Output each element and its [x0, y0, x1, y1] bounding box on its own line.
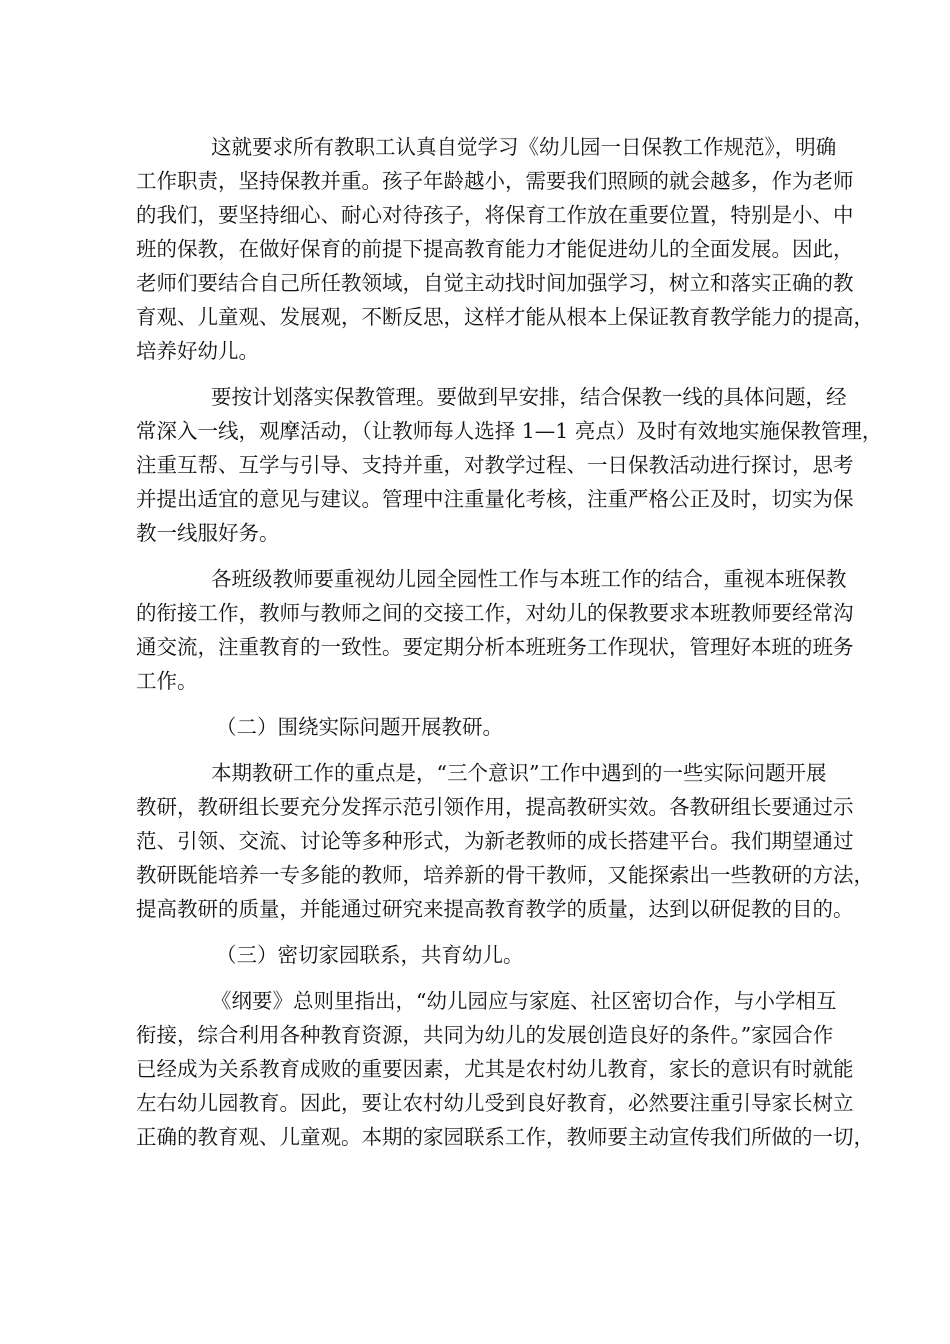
text-line: 要按计划落实保教管理。要做到早安排，结合保教一线的具体问题，经 — [211, 385, 847, 409]
text-line: 教研，教研组长要充分发挥示范引领作用，提高教研实效。各教研组长要通过示 — [136, 795, 854, 819]
text-line: 衔接，综合利用各种教育资源，共同为幼儿的发展创造良好的条件。”家园合作 — [136, 1023, 834, 1047]
text-line: 老师们要结合自己所任教领域，自觉主动找时间加强学习，树立和落实正确的教 — [136, 271, 854, 295]
text-line: 教一线服好务。 — [136, 521, 280, 545]
paragraph-1 — [136, 130, 874, 368]
text-line: 范、引领、交流、讨论等多种形式，为新老教师的成长搭建平台。我们期望通过 — [136, 829, 854, 853]
text-line: 提高教研的质量，并能通过研究来提高教育教学的质量，达到以研促教的目的。 — [136, 897, 854, 921]
text-line: 的衔接工作，教师与教师之间的交接工作，对幼儿的保教要求本班教师要经常沟 — [136, 601, 854, 625]
text-line: 通交流，注重教育的一致性。要定期分析本班班务工作现状，管理好本班的班务 — [136, 635, 854, 659]
document-body — [136, 130, 883, 1166]
text-line: 已经成为关系教育成败的重要因素，尤其是农村幼儿教育，家长的意识有时就能 — [136, 1057, 854, 1081]
text-line: 培养好幼儿。 — [136, 339, 259, 363]
text-line: 工作。 — [136, 669, 198, 693]
text-line: 育观、儿童观、发展观，不断反思，这样才能从根本上保证教育教学能力的提高， — [136, 305, 874, 329]
section-heading: （三）密切家园联系，共育幼儿。 — [216, 943, 524, 967]
text-line: 《纲要》总则里指出，“幼儿园应与家庭、社区密切合作，与小学相互 — [211, 989, 837, 1013]
section-heading-3 — [136, 938, 820, 972]
text-line: 的我们，要坚持细心、耐心对待孩子，将保育工作放在重要位置，特别是小、中 — [136, 203, 854, 227]
text-line: 这就要求所有教职工认真自觉学习《幼儿园一日保教工作规范》，明确 — [211, 135, 837, 159]
text-line: 工作职责，坚持保教并重。孩子年龄越小，需要我们照顾的就会越多，作为老师 — [136, 169, 854, 193]
paragraph-3 — [136, 562, 854, 698]
text-line: 班的保教，在做好保育的前提下提高教育能力才能促进幼儿的全面发展。因此， — [136, 237, 854, 261]
text-line: 正确的教育观、儿童观。本期的家园联系工作，教师要主动宣传我们所做的一切， — [136, 1125, 874, 1149]
text-line: 常深入一线，观摩活动，（让教师每人选择 1—1 亮点）及时有效地实施保教管理， — [136, 419, 883, 443]
text-line: 各班级教师要重视幼儿园全园性工作与本班工作的结合，重视本班保教 — [211, 567, 847, 591]
paragraph-2 — [136, 380, 883, 550]
paragraph-4 — [136, 756, 874, 926]
paragraph-5 — [136, 984, 874, 1154]
section-heading-2 — [136, 710, 820, 744]
text-line: 本期教研工作的重点是，“三个意识”工作中遇到的一些实际问题开展 — [211, 761, 827, 785]
text-line: 并提出适宜的意见与建议。管理中注重量化考核，注重严格公正及时，切实为保 — [136, 487, 854, 511]
text-line: 左右幼儿园教育。因此，要让农村幼儿受到良好教育，必然要注重引导家长树立 — [136, 1091, 854, 1115]
section-heading: （二）围绕实际问题开展教研。 — [216, 715, 503, 739]
text-line: 注重互帮、互学与引导、支持并重，对教学过程、一日保教活动进行探讨，思考 — [136, 453, 854, 477]
text-line: 教研既能培养一专多能的教师，培养新的骨干教师，又能探索出一些教研的方法， — [136, 863, 874, 887]
